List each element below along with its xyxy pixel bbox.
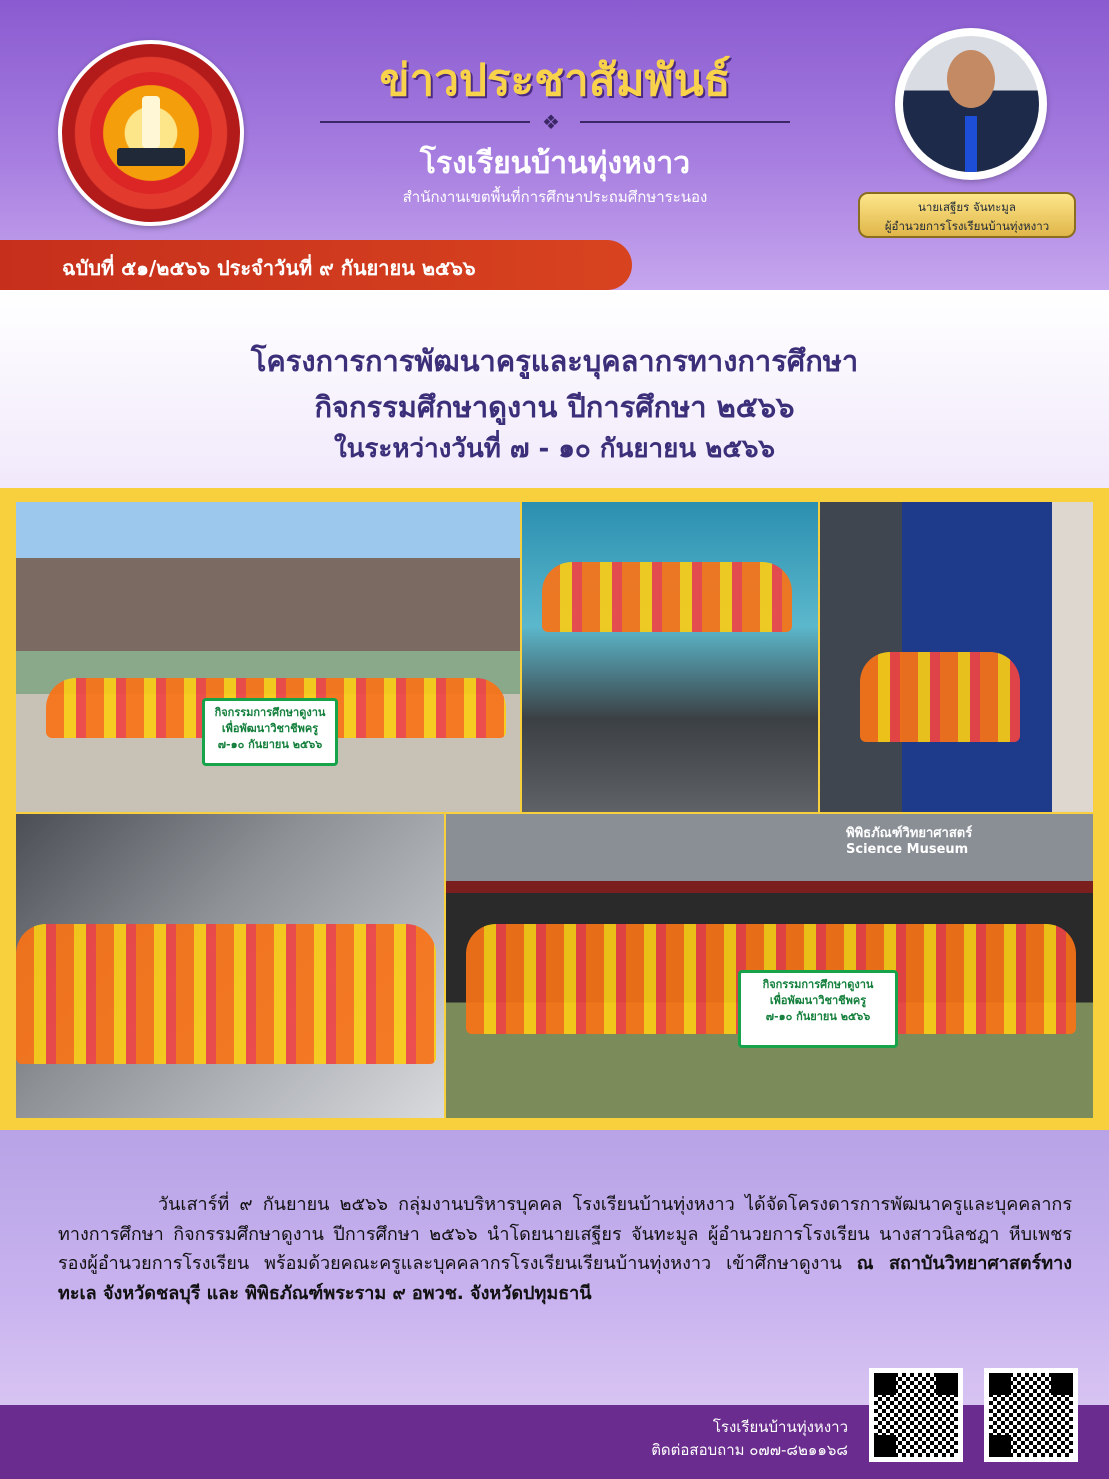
newsletter-title: ข่าวประชาสัมพันธ์ [379, 55, 731, 106]
footer-contact: ติดต่อสอบถาม ๐๗๗-๘๒๑๑๖๘ [651, 1441, 848, 1459]
header-band [0, 0, 1109, 290]
activity-banner: กิจกรรมการศึกษาดูงาน เพื่อพัฒนาวิชาชีพครู ๗-๑๐ กันยายน ๒๕๖๖ [202, 698, 338, 766]
footer-school-name: โรงเรียนบ้านทุ่งหงาว [712, 1418, 848, 1436]
body-regular: วันเสาร์ที่ ๙ กันยายน ๒๕๖๖ กลุ่มงานบริหารบุคคล โรงเรียนบ้านทุ่งหงาว ได้จัดโครงดารการพัฒนาครูและบุคคลากรทางการศึกษา กิจกรรมศึกษาดูงาน ปีการศึกษา ๒๕๖๖ นำโดยนายเสฐียร จันทะมูล ผู้อำนวยการโรงเรียน นางสาวนิลชฎา หีบเพชร รองผู้อำนวยการโรงเรียน พร้อมด้วยคณะครูและบุคคลากรโรงเรียนเรียนบ้านทุ่งหงาว เข้าศึกษาดูงาน [58, 1194, 1072, 1274]
director-name: นายเสฐียร จันทะมูล [918, 200, 1016, 214]
director-photo [895, 28, 1047, 180]
project-title-block [0, 290, 1109, 488]
ornament-icon: ❖ [542, 110, 560, 134]
education-office: สำนักงานเขตพื้นที่การศึกษาประถมศึกษาระนอง [402, 188, 708, 206]
news-body-section [0, 1130, 1109, 1405]
photo-science-exhibit [16, 814, 444, 1118]
school-logo [58, 40, 244, 226]
qr-code-facebook-icon[interactable] [984, 1368, 1078, 1462]
activity-banner-2: กิจกรรมการศึกษาดูงาน เพื่อพัฒนาวิชาชีพครู ๗-๑๐ กันยายน ๒๕๖๖ [738, 970, 898, 1048]
title-divider [320, 110, 790, 134]
museum-sign: พิพิธภัณฑ์วิทยาศาสตร์ Science Museum [846, 826, 973, 857]
director-position: ผู้อำนวยการโรงเรียนบ้านทุ่งหงาว [884, 219, 1050, 233]
project-title-line1: โครงการการพัฒนาครูและบุคลากรทางการศึกษา [250, 344, 859, 378]
issue-text: ฉบับที่ ๕๑/๒๕๖๖ ประจำวันที่ ๙ กันยายน ๒๕๖๖ [62, 256, 476, 280]
body-bold: ณ สถาบันวิทยาศาสตร์ทางทะเล จังหวัดชลบุรี และ พิพิธภัณฑ์พระราม ๙ อพวช. จังหวัดปทุมธานี [58, 1253, 1072, 1304]
photo-aquarium-tunnel [522, 502, 818, 812]
photo-science-museum-group [446, 814, 1093, 1118]
project-title-line2: กิจกรรมศึกษาดูงาน ปีการศึกษา ๒๕๖๖ [314, 390, 795, 424]
candle-icon [142, 96, 160, 148]
project-title-line3: ในระหว่างวันที่ ๗ - ๑๐ กันยายน ๒๕๖๖ [333, 434, 776, 464]
school-name: โรงเรียนบ้านทุ่งหงาว [419, 146, 691, 181]
photo-jellyfish-tank [820, 502, 1093, 812]
qr-code-website-icon[interactable] [869, 1368, 963, 1462]
photo-collage [0, 488, 1109, 1130]
book-icon [117, 148, 185, 166]
photo-group-fountain [16, 502, 520, 812]
director-nameplate [858, 192, 1076, 238]
news-body-text [58, 1190, 1072, 1308]
issue-bar [0, 240, 632, 290]
